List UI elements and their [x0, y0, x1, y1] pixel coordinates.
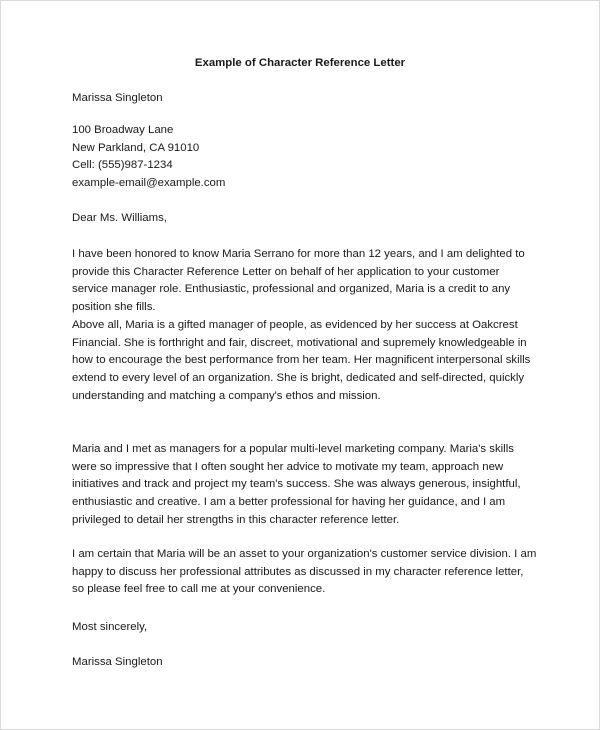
paragraph-line: initiatives and track and project my team's success. She was always generous, insightful,	[72, 478, 521, 491]
paragraph-line: so please feel free to call me at your convenience.	[72, 583, 326, 596]
paragraph-line: how to encourage the best performance from her team. Her magnificent interpersonal skills	[72, 354, 531, 367]
paragraph-line: Financial. She is forthright and fair, discreet, motivational and supremely knowledgeable in	[72, 336, 527, 349]
sender-address	[72, 122, 542, 193]
paragraph-line: I am certain that Maria will be an asset to your organization's customer service division. I am	[72, 548, 537, 560]
signature-text: Marissa Singleton	[72, 656, 163, 668]
paragraph-line: understanding and matching a company's ethos and mission.	[72, 389, 381, 402]
paragraph-line: position she fills.	[72, 301, 156, 314]
closing-text: Most sincerely,	[72, 621, 148, 633]
paragraph-line: happy to discuss her professional attributes as discussed in my character reference letter,	[72, 565, 524, 578]
paragraph-line: Above all, Maria is a gifted manager of people, as evidenced by her success at Oakcrest	[72, 319, 518, 331]
sender-name	[72, 90, 542, 108]
paragraph-line: privileged to detail her strengths in this character reference letter.	[72, 513, 400, 526]
salutation	[72, 210, 542, 228]
paragraph-line: extend to every level of an organization. She is bright, dedicated and self-directed, quickly	[72, 372, 525, 385]
sender-name-text: Marissa Singleton	[72, 92, 163, 104]
paragraph-line: Maria and I met as managers for a popular multi-level marketing company. Maria's skills	[72, 443, 514, 455]
letter-title: Example of Character Reference Letter	[194, 57, 406, 69]
address-street: 100 Broadway Lane	[72, 124, 174, 136]
salutation-text: Dear Ms. Williams,	[72, 212, 167, 224]
address-email: example-email@example.com	[72, 177, 226, 190]
paragraph-line: were so impressive that I often sought her advice to motivate my team, approach new	[72, 460, 504, 473]
paragraph-2	[72, 317, 542, 406]
paragraph-line: provide this Character Reference Letter on behalf of her application to your customer	[72, 265, 500, 278]
closing	[72, 619, 542, 637]
paragraph-3	[72, 441, 542, 530]
paragraph-4	[72, 546, 542, 599]
address-city: New Parkland, CA 91010	[72, 141, 200, 154]
paragraph-line: service manager role. Enthusiastic, professional and organized, Maria is a credit to any	[72, 283, 511, 296]
paragraph-1	[72, 246, 542, 317]
signature	[72, 654, 542, 672]
paragraph-line: I have been honored to know Maria Serrano for more than 12 years, and I am delighted to	[72, 248, 525, 260]
address-phone: Cell: (555)987-1234	[72, 159, 173, 172]
paragraph-line: enthusiastic and creative. I am a better professional for having her guidance, and I am	[72, 496, 506, 509]
